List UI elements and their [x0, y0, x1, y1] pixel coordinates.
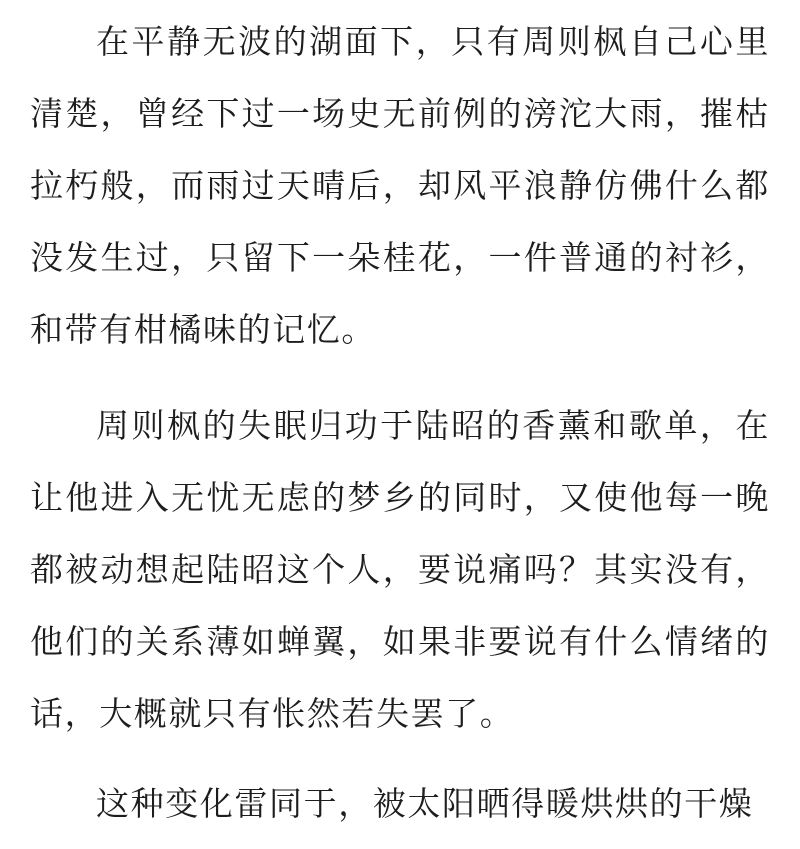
paragraph-3: 这种变化雷同于，被太阳晒得暖烘烘的干燥: [96, 784, 754, 823]
paragraph-1: 在平静无波的湖面下，只有周则枫自己心里清楚，曾经下过一场史无前例的滂沱大雨，摧枯拉朽般，而雨过天晴后，却风平浪静仿佛什么都没发生过，只留下一朵桂花，一件普通的衬衫，和带有柑橘味的记忆。: [30, 22, 770, 349]
paragraph-2: 周则枫的失眠归功于陆昭的香薰和歌单，在让他进入无忧无虑的梦乡的同时，又使他每一晚都被动想起陆昭这个人，要说痛吗？其实没有，他们的关系薄如蝉翼，如果非要说有什么情绪的话，大概就只有怅然若失罢了。: [30, 406, 770, 733]
